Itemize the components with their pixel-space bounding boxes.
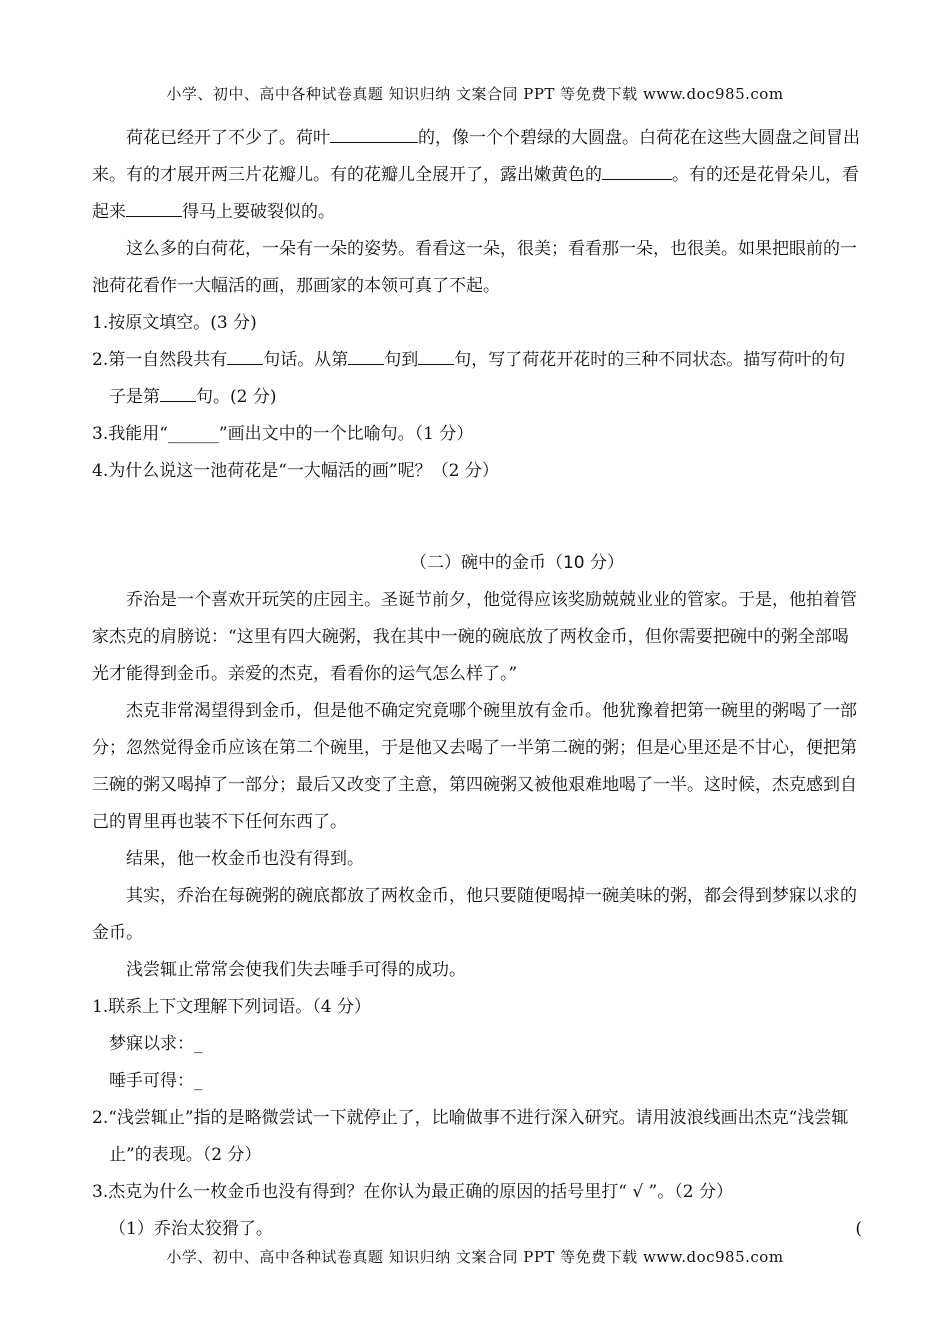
passage1-question4: 4.为什么说这一池荷花是“一大幅活的画”呢？（2 分） [92, 461, 499, 481]
fill-blank[interactable] [126, 200, 182, 217]
passage1-question1: 1.按原文填空。(3 分) [92, 313, 257, 333]
page-header: 小学、初中、高中各种试卷真题 知识归纳 文案合同 PPT 等免费下载 www.doc985.com [166, 85, 784, 103]
passage2-paragraph: 结果，他一枚金币也没有得到。 [126, 849, 364, 869]
passage2-paragraph: 乔治是一个喜欢开玩笑的庄园主。圣诞节前夕，他觉得应该奖励兢兢业业的管家。于是，他拍着管家杰克的肩膀说：“这里有四大碗粥，我在其中一碗的碗底放了两枚金币，但你需要把碗中的粥全部喝光才能得到金币。亲爱的杰克，看看你的运气怎么样了。” [92, 590, 857, 684]
vocab-item: 梦寐以求：_ [109, 1034, 203, 1054]
passage1-paragraph2: 这么多的白荷花，一朵有一朵的姿势。看看这一朵，很美；看看那一朵，也很美。如果把眼前的一池荷花看作一大幅活的画，那画家的本领可真了不起。 [92, 239, 857, 296]
page-footer: 小学、初中、高中各种试卷真题 知识归纳 文案合同 PPT 等免费下载 www.doc985.com [166, 1248, 784, 1266]
passage2-paragraph: 其实，乔治在每碗粥的碗底都放了两枚金币，他只要随便喝掉一碗美味的粥，都会得到梦寐以求的金币。 [92, 886, 857, 943]
option-text: （1）乔治太狡猾了。 [109, 1219, 273, 1239]
passage2-paragraph: 杰克非常渴望得到金币，但是他不确定究竟哪个碗里放有金币。他犹豫着把第一碗里的粥喝了一部分；忽然觉得金币应该在第二个碗里，于是他又去喝了一半第二碗的粥；但是心里还是不甘心，便把第三碗的粥又喝掉了一部分；最后又改变了主意，第四碗粥又被他艰难地喝了一半。这时候，杰克感到自己的胃里再也装不下任何东西了。 [92, 701, 857, 832]
passage2-question1: 1.联系上下文理解下列词语。（4 分） [92, 997, 371, 1017]
fill-blank[interactable] [160, 385, 196, 402]
document-body [92, 120, 862, 1248]
option-bracket[interactable]: ( [855, 1219, 862, 1239]
passage2-paragraph: 浅尝辄止常常会使我们失去唾手可得的成功。 [126, 960, 466, 980]
fill-blank[interactable] [348, 348, 384, 365]
answer-option [92, 1211, 862, 1248]
passage1-paragraph1: 荷花已经开了不少了。荷叶 的，像一个个碧绿的大圆盘。白荷花在这些大圆盘之间冒出来。有的才展开两三片花瓣儿。有的花瓣儿全展开了，露出嫩黄色的 。有的还是花骨朵儿，看起来 得马上要破裂似的。 [92, 128, 860, 222]
fill-blank[interactable] [418, 348, 454, 365]
vocab-item: 唾手可得：_ [109, 1071, 203, 1091]
passage1-question3: 3.我能用“______”画出文中的一个比喻句。（1 分） [92, 424, 474, 444]
fill-blank[interactable] [602, 163, 672, 180]
passage2-question2: 2.“浅尝辄止”指的是略微尝试一下就停止了，比喻做事不进行深入研究。请用波浪线画出杰克“浅尝辄止”的表现。（2 分） [92, 1108, 849, 1165]
passage1-question2: 2.第一自然段共有 句话。从第 句到 句，写了荷花开花时的三种不同状态。描写荷叶的句子是第 句。(2 分) [92, 350, 846, 407]
fill-blank[interactable] [227, 348, 263, 365]
passage2-question3: 3.杰克为什么一枚金币也没有得到？在你认为最正确的原因的括号里打“ √ ”。（2 分） [92, 1182, 733, 1202]
section-title: （二）碗中的金币（10 分） [409, 553, 625, 573]
fill-blank[interactable] [330, 126, 418, 143]
